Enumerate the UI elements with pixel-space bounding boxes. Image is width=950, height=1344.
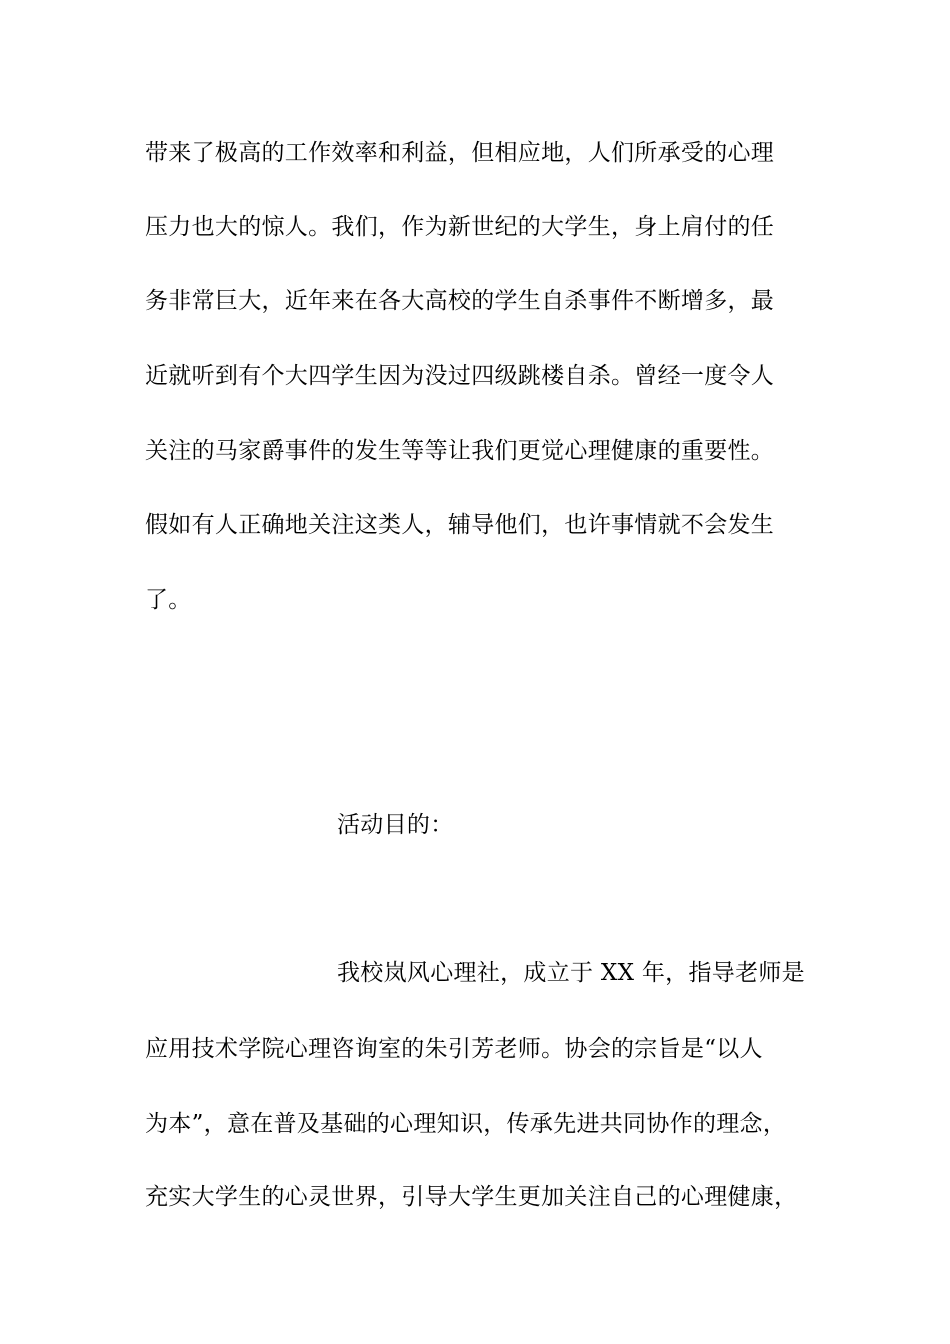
paragraph-2-line-1: 我校岚风心理社，成立于 XX 年，指导老师是: [337, 960, 805, 986]
paragraph-2-line-2: 应用技术学院心理咨询室的朱引芳老师。协会的宗旨是“以人: [145, 1036, 763, 1062]
paragraph-1-line-7: 了。: [145, 587, 192, 613]
paragraph-1-line-6: 假如有人正确地关注这类人，辅导他们，也许事情就不会发生: [145, 512, 775, 538]
paragraph-1-line-2: 压力也大的惊人。我们，作为新世纪的大学生，身上肩付的任: [145, 214, 775, 240]
section-heading: 活动目的：: [337, 812, 454, 838]
paragraph-1-line-1: 带来了极高的工作效率和利益，但相应地，人们所承受的心理: [145, 140, 775, 166]
paragraph-1-line-3: 务非常巨大，近年来在各大高校的学生自杀事件不断增多，最: [145, 288, 775, 314]
paragraph-1-line-5: 关注的马家爵事件的发生等等让我们更觉心理健康的重要性。: [145, 438, 775, 464]
paragraph-1-line-4: 近就听到有个大四学生因为没过四级跳楼自杀。曾经一度令人: [145, 363, 775, 389]
paragraph-2-line-4: 充实大学生的心灵世界，引导大学生更加关注自己的心理健康，: [145, 1184, 798, 1210]
paragraph-2-line-3: 为本”，意在普及基础的心理知识，传承先进共同协作的理念，: [145, 1111, 787, 1137]
